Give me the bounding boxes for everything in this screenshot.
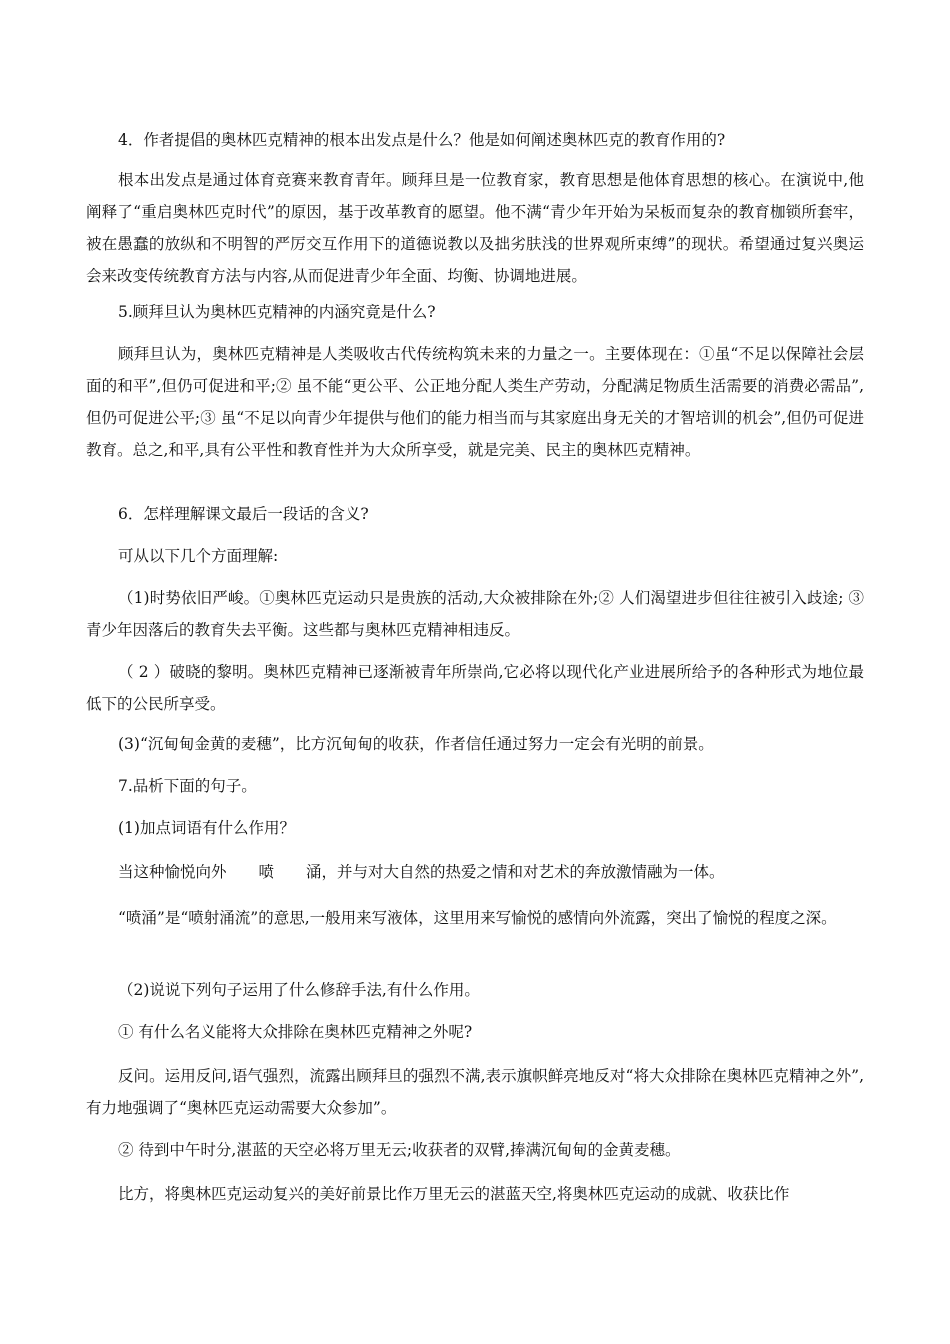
- emphasis-char-pen: 喷 ·: [227, 856, 275, 888]
- answer-6-point-3: (3)“沉甸甸金黄的麦穗”，比方沉甸甸的收获，作者信任通过努力一定会有光明的前景。: [118, 735, 714, 753]
- question-4: 4．作者提倡的奥林匹克精神的根本出发点是什么？他是如何阐述奥林匹克的教育作用的?: [118, 131, 726, 149]
- answer-6-intro: 可从以下几个方面理解:: [118, 547, 279, 565]
- question-7-part-2: （2)说说下列句子运用了什么修辞手法,有什么作用。: [118, 981, 480, 999]
- answer-7-2-2: 比方，将奥林匹克运动复兴的美好前景比作万里无云的湛蓝天空,将奥林匹克运动的成就、收获比作: [118, 1185, 790, 1203]
- answer-6-point-1: （1)时势依旧严峻。①奥林匹克运动只是贵族的活动,大众被排除在外;② 人们渴望进步但往往被引入歧途; ③青少年因落后的教育失去平衡。这些都与奥林匹克精神相违反。: [86, 589, 864, 639]
- emphasis-char-yong: 涌 ·: [274, 856, 322, 888]
- sentence-7-1-suffix: ，并与对大自然的热爱之情和对艺术的奔放激情融为一体。: [321, 863, 725, 881]
- sentence-7-1: [86, 856, 864, 888]
- answer-4: 根本出发点是通过体育竞赛来教育青年。顾拜旦是一位教育家，教育思想是他体育思想的核心。在演说中,他阐释了“重启奥林匹克时代”的原因，基于改革教育的愿望。他不满“青少年开始为呆板而复杂的教育枷锁所套牢，被在愚蠢的放纵和不明智的严厉交互作用下的道德说教以及拙劣肤浅的世界观所束缚”的现状。希望通过复兴奥运会来改变传统教育方法与内容,从而促进青少年全面、均衡、协调地进展。: [86, 171, 864, 285]
- sentence-7-2-1: ① 有什么名义能将大众排除在奥林匹克精神之外呢?: [118, 1023, 473, 1041]
- sentence-7-1-prefix: 当这种愉悦向外: [118, 863, 227, 881]
- answer-6-point-2: （ 2 ）破晓的黎明。奥林匹克精神已逐渐被青年所崇尚,它必将以现代化产业进展所给予的各种形式为地位最低下的公民所享受。: [86, 663, 864, 713]
- answer-5: 顾拜旦认为，奥林匹克精神是人类吸收古代传统构筑未来的力量之一。主要体现在：①虽“不足以保障社会层面的和平”,但仍可促进和平;② 虽不能“更公平、公正地分配人类生产劳动，分配满足物质生活需要的消费必需品”,但仍可促进公平;③ 虽“不足以向青少年提供与他们的能力相当而与其家庭出身无关的才智培训的机会”,但仍可促进教育。总之,和平,具有公平性和教育性并为大众所享受，就是完美、民主的奥林匹克精神。: [86, 345, 864, 459]
- sentence-7-2-2: ② 待到中午时分,湛蓝的天空必将万里无云;收获者的双臂,捧满沉甸甸的金黄麦穗。: [118, 1141, 681, 1159]
- answer-7-1: “喷涌”是“喷射涌流”的意思,一般用来写液体，这里用来写愉悦的感情向外流露，突出了愉悦的程度之深。: [118, 909, 837, 927]
- question-7: 7.品析下面的句子。: [118, 777, 257, 795]
- question-6: 6．怎样理解课文最后一段话的含义?: [118, 505, 369, 523]
- answer-7-2-1: 反问。运用反问,语气强烈，流露出顾拜旦的强烈不满,表示旗帜鲜亮地反对“将大众排除在奥林匹克精神之外”,有力地强调了“奥林匹克运动需要大众参加”。: [86, 1067, 864, 1117]
- question-5: 5.顾拜旦认为奥林匹克精神的内涵究竟是什么?: [118, 303, 436, 321]
- question-7-part-1: (1)加点词语有什么作用？: [118, 819, 295, 837]
